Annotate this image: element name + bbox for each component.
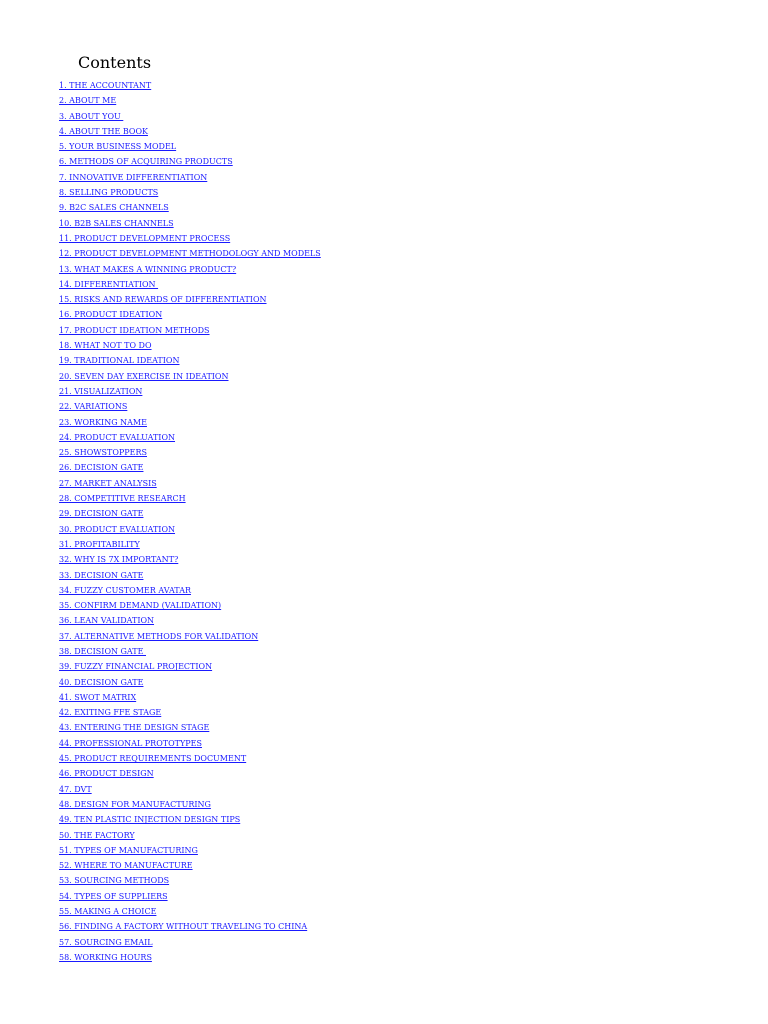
toc-entry [59, 229, 321, 244]
toc-link[interactable]: 22. VARIATIONS [59, 402, 128, 412]
toc-entry [59, 198, 321, 213]
toc-link[interactable]: 51. TYPES OF MANUFACTURING [59, 845, 198, 855]
toc-entry [59, 657, 321, 672]
toc-entry [59, 611, 321, 626]
toc-link[interactable]: 50. THE FACTORY [59, 830, 135, 840]
toc-link[interactable]: 32. WHY IS 7X IMPORTANT? [59, 555, 179, 565]
toc-entry [59, 397, 321, 412]
toc-entry [59, 917, 321, 932]
toc-link[interactable]: 16. PRODUCT IDEATION [59, 310, 163, 320]
toc-entry [59, 443, 321, 458]
toc-entry [59, 367, 321, 382]
toc-link[interactable]: 10. B2B SALES CHANNELS [59, 218, 174, 228]
toc-link[interactable]: 56. FINDING A FACTORY WITHOUT TRAVELING TO CHINA [59, 922, 308, 932]
toc-link[interactable]: 45. PRODUCT REQUIREMENTS DOCUMENT [59, 754, 247, 764]
toc-entry [59, 183, 321, 198]
toc-entry [59, 871, 321, 886]
toc-link[interactable]: 41. SWOT MATRIX [59, 692, 137, 702]
toc-entry [59, 275, 321, 290]
toc-entry [59, 718, 321, 733]
toc-entry [59, 688, 321, 703]
toc-link[interactable]: 49. TEN PLASTIC INJECTION DESIGN TIPS [59, 815, 241, 825]
toc-link[interactable]: 35. CONFIRM DEMAND (VALIDATION) [59, 601, 222, 611]
toc-link[interactable]: 18. WHAT NOT TO DO [59, 341, 152, 351]
toc-entry [59, 489, 321, 504]
toc-entry [59, 841, 321, 856]
toc-entry [59, 336, 321, 351]
toc-entry [59, 107, 321, 122]
toc-link[interactable]: 48. DESIGN FOR MANUFACTURING [59, 799, 211, 809]
toc-link[interactable]: 37. ALTERNATIVE METHODS FOR VALIDATION [59, 631, 259, 641]
toc-link[interactable]: 9. B2C SALES CHANNELS [59, 203, 169, 213]
toc-entry [59, 290, 321, 305]
toc-link[interactable]: 47. DVT [59, 784, 92, 794]
toc-link[interactable]: 58. WORKING HOURS [59, 952, 152, 962]
toc-entry [59, 933, 321, 948]
toc-entry [59, 351, 321, 366]
toc-entry [59, 856, 321, 871]
toc-link[interactable]: 2. ABOUT ME [59, 96, 117, 106]
toc-link[interactable]: 15. RISKS AND REWARDS OF DIFFERENTIATION [59, 295, 267, 305]
toc-entry [59, 413, 321, 428]
toc-entry [59, 550, 321, 565]
toc-link[interactable]: 57. SOURCING EMAIL [59, 937, 153, 947]
toc-entry [59, 948, 321, 963]
toc-entry [59, 428, 321, 443]
toc-entry [59, 566, 321, 581]
toc-link[interactable]: 43. ENTERING THE DESIGN STAGE [59, 723, 210, 733]
toc-link[interactable]: 34. FUZZY CUSTOMER AVATAR [59, 585, 191, 595]
toc-entry [59, 244, 321, 259]
toc-entry [59, 826, 321, 841]
toc-link[interactable]: 24. PRODUCT EVALUATION [59, 432, 176, 442]
toc-link[interactable]: 42. EXITING FFE STAGE [59, 708, 162, 718]
toc-link[interactable]: 8. SELLING PRODUCTS [59, 188, 159, 198]
toc-link[interactable]: 17. PRODUCT IDEATION METHODS [59, 325, 210, 335]
toc-entry [59, 474, 321, 489]
toc-entry [59, 122, 321, 137]
toc-link[interactable]: 52. WHERE TO MANUFACTURE [59, 861, 193, 871]
toc-link[interactable]: 14. DIFFERENTIATION [59, 279, 159, 289]
toc-entry [59, 642, 321, 657]
toc-entry [59, 734, 321, 749]
toc-entry [59, 703, 321, 718]
toc-entry [59, 627, 321, 642]
toc-entry [59, 581, 321, 596]
toc-entry [59, 137, 321, 152]
toc-link[interactable]: 20. SEVEN DAY EXERCISE IN IDEATION [59, 371, 229, 381]
toc-entry [59, 305, 321, 320]
toc-link[interactable]: 29. DECISION GATE [59, 509, 144, 519]
toc-link[interactable]: 53. SOURCING METHODS [59, 876, 170, 886]
toc-link[interactable]: 39. FUZZY FINANCIAL PROJECTION [59, 662, 213, 672]
toc-link[interactable]: 46. PRODUCT DESIGN [59, 769, 154, 779]
toc-link[interactable]: 55. MAKING A CHOICE [59, 907, 157, 917]
toc-link[interactable]: 13. WHAT MAKES A WINNING PRODUCT? [59, 264, 237, 274]
toc-link[interactable]: 7. INNOVATIVE DIFFERENTIATION [59, 172, 208, 182]
toc-entry [59, 382, 321, 397]
toc-entry [59, 504, 321, 519]
toc-entry [59, 214, 321, 229]
toc-entry [59, 764, 321, 779]
table-of-contents [59, 76, 321, 963]
toc-entry [59, 152, 321, 167]
toc-link[interactable]: 33. DECISION GATE [59, 570, 144, 580]
toc-link[interactable]: 40. DECISION GATE [59, 677, 144, 687]
toc-entry [59, 749, 321, 764]
toc-entry [59, 91, 321, 106]
toc-entry [59, 780, 321, 795]
toc-link[interactable]: 21. VISUALIZATION [59, 386, 143, 396]
toc-link[interactable]: 44. PROFESSIONAL PROTOTYPES [59, 738, 202, 748]
toc-link[interactable]: 54. TYPES OF SUPPLIERS [59, 891, 168, 901]
toc-link[interactable]: 30. PRODUCT EVALUATION [59, 524, 176, 534]
toc-link[interactable]: 38. DECISION GATE [59, 646, 146, 656]
toc-entry [59, 458, 321, 473]
toc-link[interactable]: 6. METHODS OF ACQUIRING PRODUCTS [59, 157, 233, 167]
toc-entry [59, 260, 321, 275]
toc-link[interactable]: 1. THE ACCOUNTANT [59, 81, 152, 90]
toc-entry [59, 168, 321, 183]
toc-link[interactable]: 4. ABOUT THE BOOK [59, 126, 148, 136]
toc-link[interactable]: 11. PRODUCT DEVELOPMENT PROCESS [59, 233, 231, 243]
toc-link[interactable]: 12. PRODUCT DEVELOPMENT METHODOLOGY AND MODELS [59, 249, 321, 259]
toc-link[interactable]: 25. SHOWSTOPPERS [59, 448, 147, 458]
toc-link[interactable]: 5. YOUR BUSINESS MODEL [59, 142, 177, 152]
toc-link[interactable]: 26. DECISION GATE [59, 463, 144, 473]
toc-entry [59, 887, 321, 902]
toc-entry [59, 535, 321, 550]
toc-entry [59, 673, 321, 688]
toc-entry [59, 596, 321, 611]
toc-link[interactable]: 3. ABOUT YOU [59, 111, 124, 121]
contents-heading: Contents [78, 53, 152, 72]
toc-link[interactable]: 23. WORKING NAME [59, 417, 147, 427]
toc-entry [59, 520, 321, 535]
toc-link[interactable]: 28. COMPETITIVE RESEARCH [59, 494, 186, 504]
toc-entry [59, 902, 321, 917]
toc-link[interactable]: 19. TRADITIONAL IDEATION [59, 356, 180, 366]
toc-entry [59, 321, 321, 336]
toc-entry [59, 76, 321, 91]
toc-entry [59, 795, 321, 810]
toc-link[interactable]: 31. PROFITABILITY [59, 539, 140, 549]
toc-entry [59, 810, 321, 825]
toc-link[interactable]: 36. LEAN VALIDATION [59, 616, 155, 626]
toc-link[interactable]: 27. MARKET ANALYSIS [59, 478, 157, 488]
